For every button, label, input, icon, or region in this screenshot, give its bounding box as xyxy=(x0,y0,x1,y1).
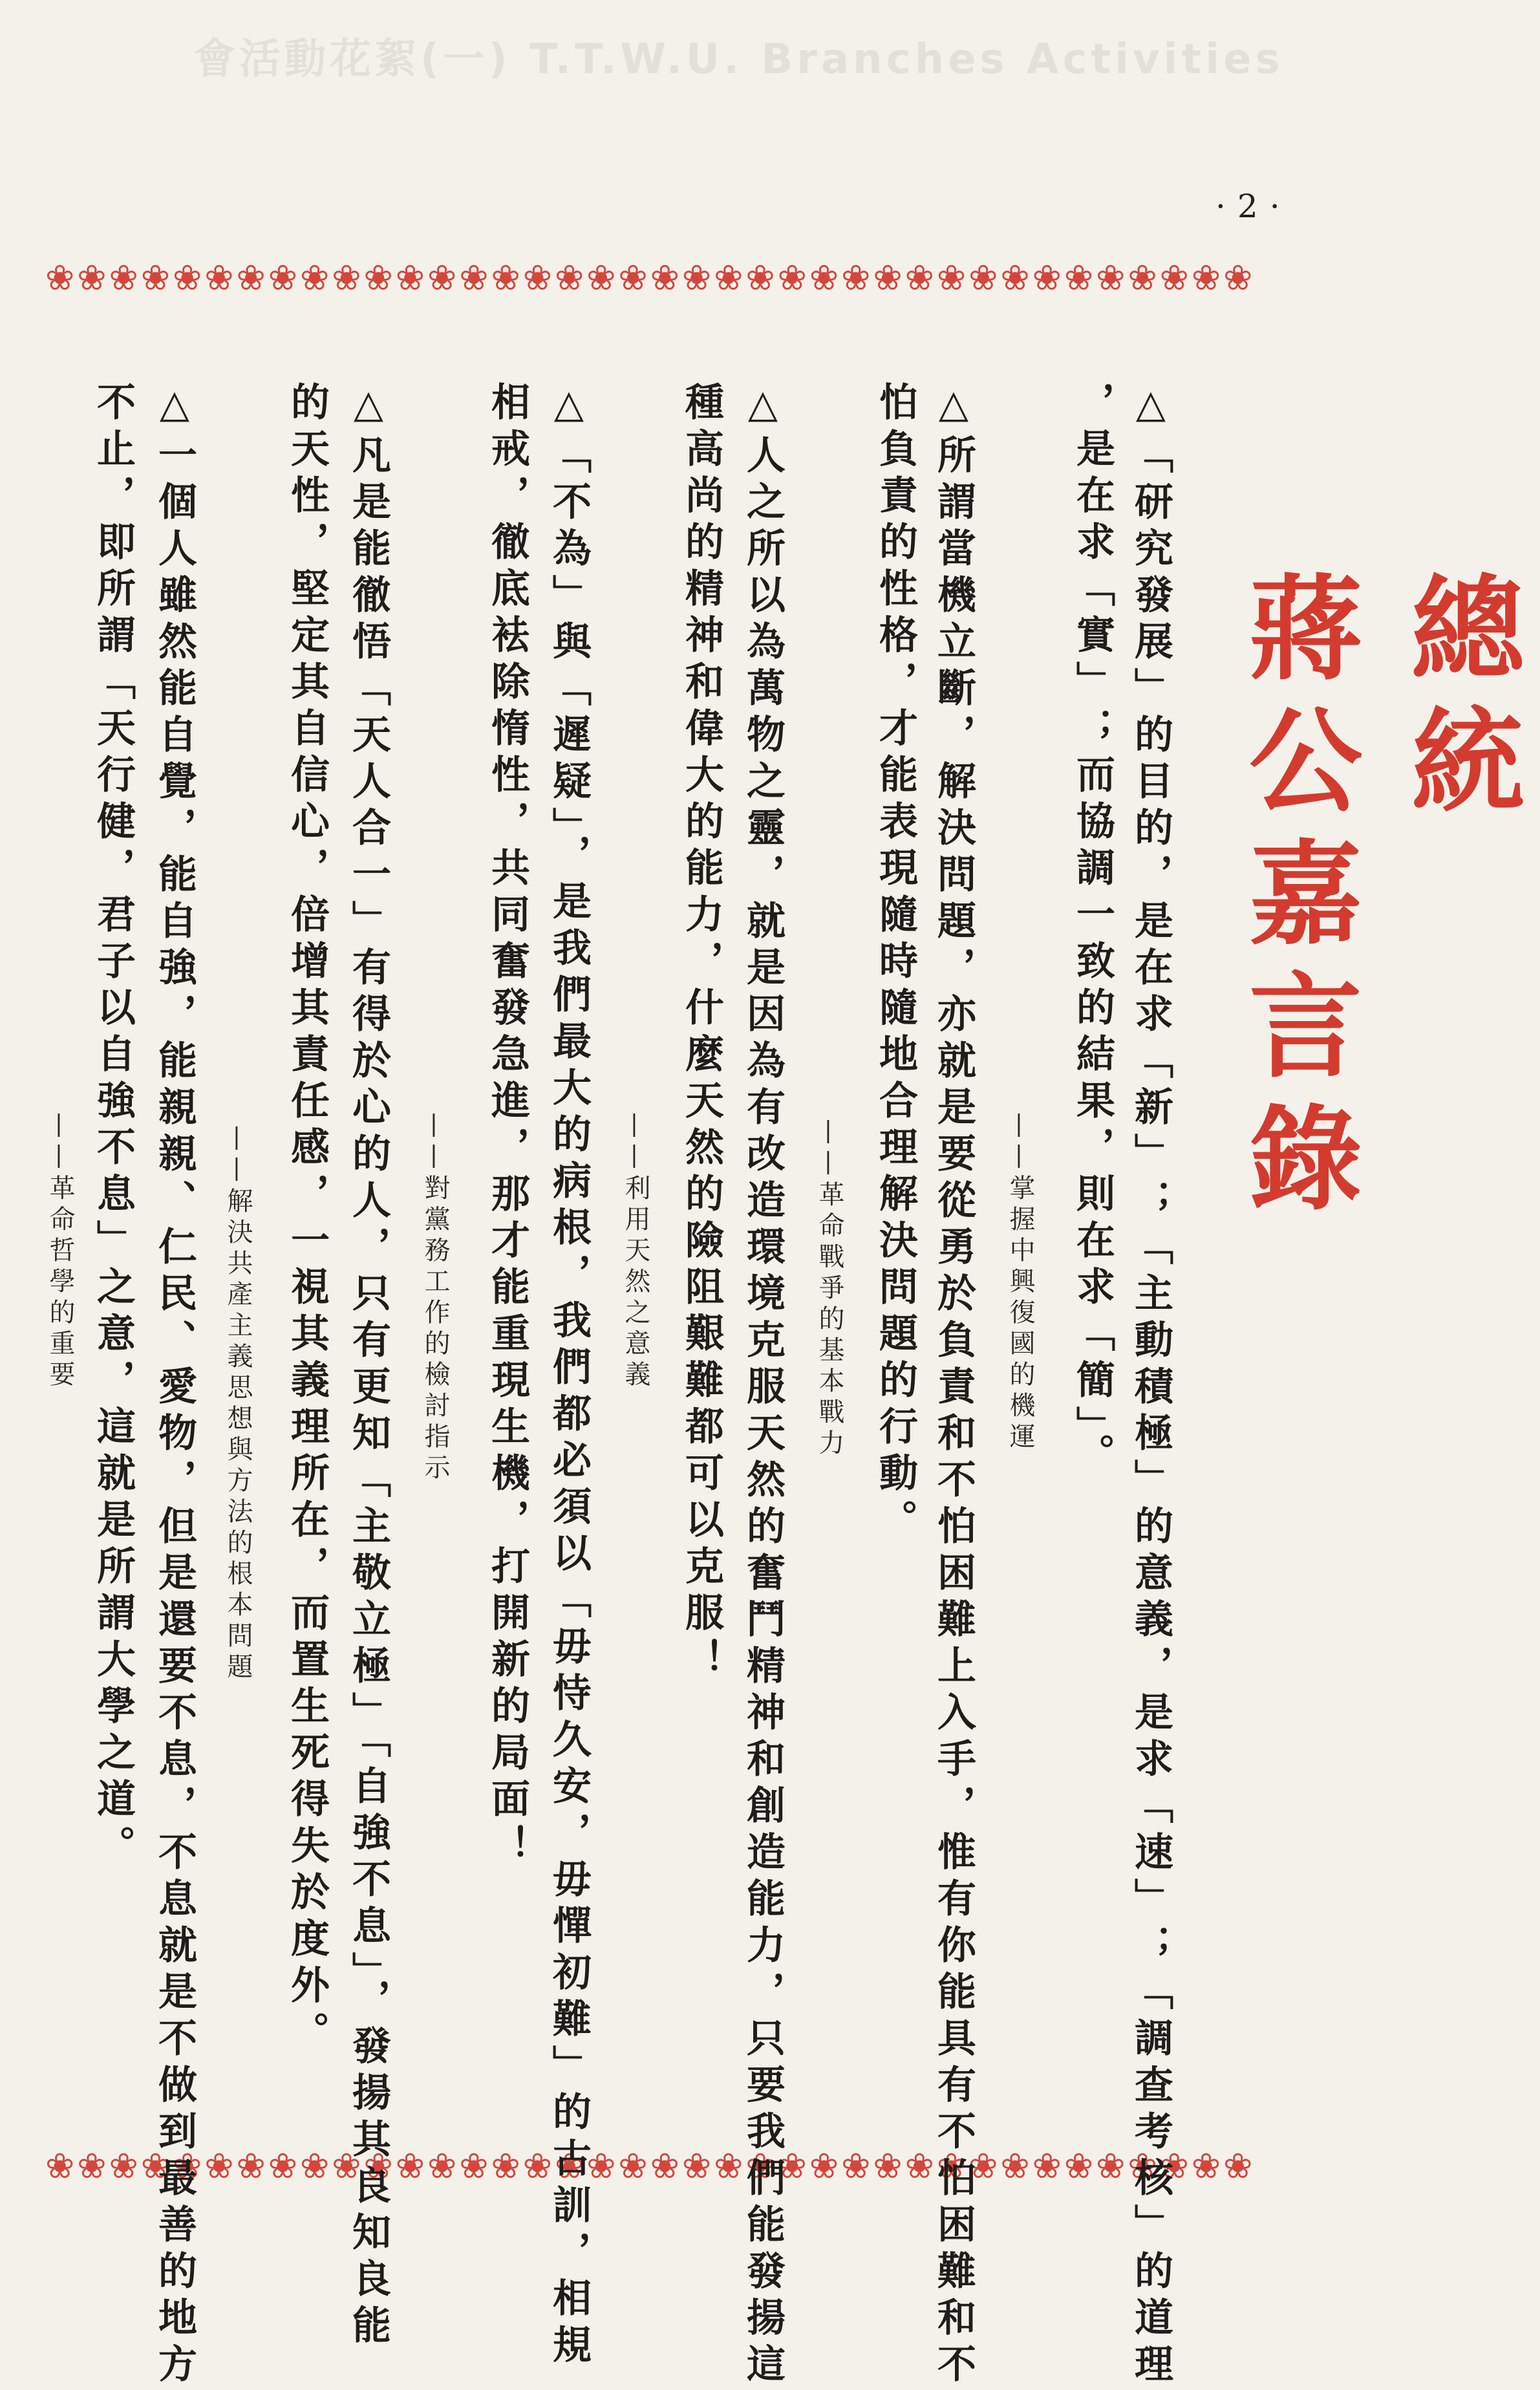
quote-3-source: ——利用天然之意義 xyxy=(621,1112,650,1392)
quote-3-line-2: 種高尚的精神和偉大的能力，什麼天然的險阻艱難都可以克服！ xyxy=(679,382,724,1685)
quote-5-line-2: 的天性，堅定其自信心，倍增其責任感，一視其義理所在，而置生死得失於度外。 xyxy=(284,382,330,2058)
quote-6-line-1: △一個人雖然能自覺，能自強，能親親、仁民、愛物，但是還要不息，不息就是不做到最善的地方 xyxy=(152,382,197,2390)
quote-6-source: ——革命哲學的重要 xyxy=(45,1112,75,1392)
quote-2-source: ——革命戰爭的基本戰力 xyxy=(815,1119,844,1460)
page-title xyxy=(1215,569,1540,1232)
quote-1-line-2: ，是在求「實」；而協調一致的結果，則在求「簡」。 xyxy=(1070,382,1115,1480)
floral-border-bottom: ❀❀❀❀❀❀❀❀❀❀❀❀❀❀❀❀❀❀❀❀❀❀❀❀❀❀❀❀❀❀❀❀❀❀❀❀❀❀ xyxy=(45,2146,1256,2186)
quote-2-line-2: 怕負責的性格，才能表現隨時隨地合理解決問題的行動。 xyxy=(873,382,918,1545)
quote-2-line-1: △所謂當機立斷，解決問題，亦就是要從勇於負責和不怕困難上入手，惟有你能具有不怕困難和不 xyxy=(931,382,976,2390)
quote-5-line-1: △凡是能徹悟「天人合一」有得於心的人，只有更知「主敬立極」「自強不息」，發揚其良知良能 xyxy=(346,382,391,2351)
quote-5-source: ——解決共產主義思想與方法的根本問題 xyxy=(223,1125,253,1684)
title-part-1: 總統 xyxy=(1393,569,1525,834)
quote-6-line-2: 不止，即所謂「天行健，君子以自強不息」之意，這就是所謂大學之道。 xyxy=(91,382,136,1871)
floral-border-top: ❀❀❀❀❀❀❀❀❀❀❀❀❀❀❀❀❀❀❀❀❀❀❀❀❀❀❀❀❀❀❀❀❀❀❀❀❀❀ xyxy=(45,257,1256,298)
quote-1-source: ——掌握中興復國的機運 xyxy=(1005,1112,1035,1454)
quote-3-line-1: △人之所以為萬物之靈，就是因為有改造環境克服天然的奮鬥精神和創造能力，只要我們能發揚這 xyxy=(740,382,786,2390)
quote-4-line-1: △「不為」與「遲疑」，是我們最大的病根，我們都必須以「毋恃久安，毋憚初難」的古訓，相規 xyxy=(546,382,592,2371)
title-part-2: 蔣公嘉言錄 xyxy=(1230,569,1363,1232)
quote-4-source: ——對黨務工作的檢討指示 xyxy=(420,1112,450,1485)
page-number: ·2· xyxy=(1215,188,1292,225)
bleed-through-header: 會活動花絮(一) T.T.W.U. Branches Activities xyxy=(194,36,1284,83)
quote-1-line-1: △「研究發展」的目的，是在求「新」；「主動積極」的意義，是求「速」；「調查考核」的道理 xyxy=(1128,382,1173,2390)
quote-4-line-2: 相戒，徹底袪除惰性，共同奮發急進，那才能重現生機，打開新的局面！ xyxy=(485,382,530,1871)
